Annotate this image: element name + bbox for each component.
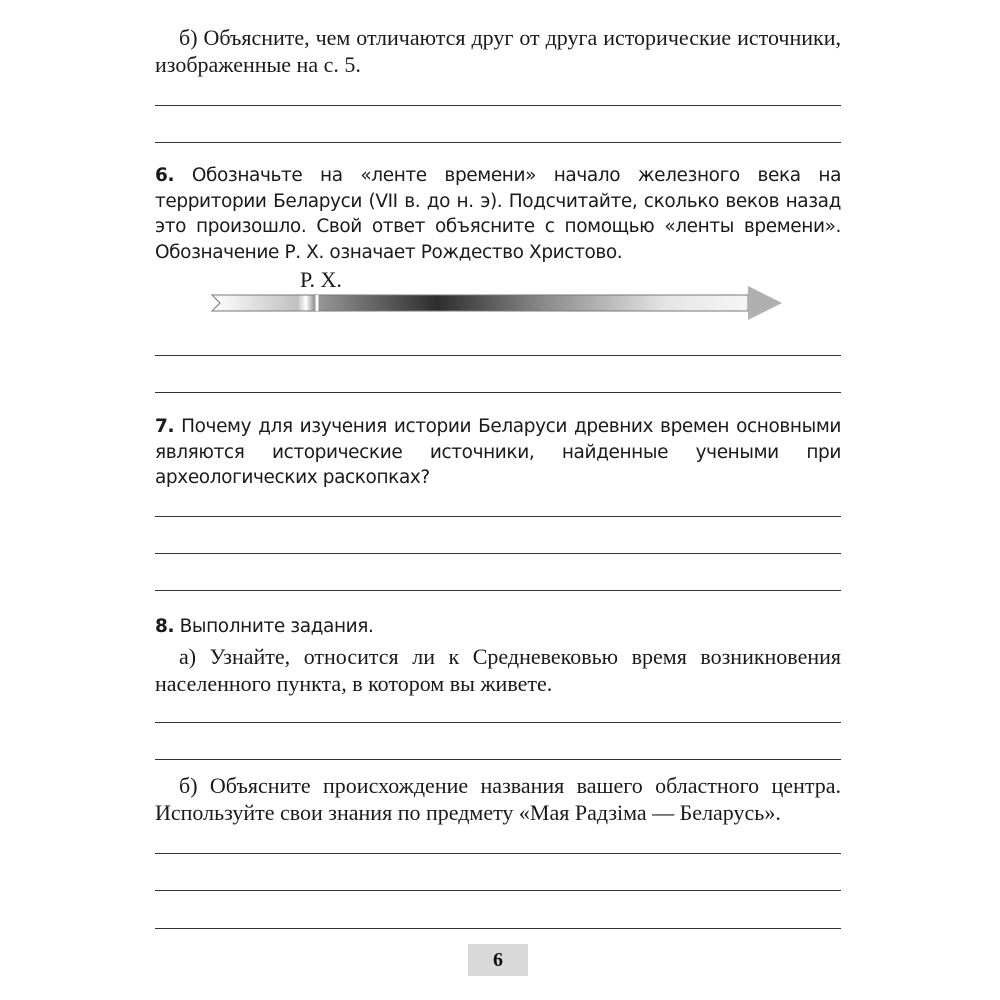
answer-line[interactable]	[155, 890, 841, 891]
answer-line[interactable]	[155, 516, 841, 517]
task-number: 7.	[155, 416, 175, 437]
answer-line[interactable]	[155, 590, 841, 591]
answer-line[interactable]	[155, 105, 841, 106]
answer-line[interactable]	[155, 355, 841, 356]
answer-line[interactable]	[155, 142, 841, 143]
task-number: 6.	[155, 165, 175, 186]
answer-line[interactable]	[155, 759, 841, 760]
answer-line[interactable]	[155, 928, 841, 929]
arrow-head-icon	[748, 286, 782, 320]
answer-line[interactable]	[155, 853, 841, 854]
timeline-rx-label: Р. Х.	[300, 267, 342, 292]
task5b-text: б) Объясните, чем отличаются друг от друга исторические источники, изображенные на с. 5.	[155, 25, 841, 77]
timeline-arrow[interactable]	[210, 284, 790, 322]
task-number: 8.	[155, 616, 175, 637]
answer-line[interactable]	[155, 392, 841, 393]
task7-text: 7. Почему для изучения истории Беларуси древних времен основными являются исторические источники, найденные учеными при археологических раскопках?	[155, 416, 841, 488]
task8-intro: 8. Выполните задания.	[155, 616, 374, 637]
task8a-text: а) Узнайте, относится ли к Средневековью время возникновения населенного пункта, в котором вы живете.	[155, 644, 841, 696]
page-number: 6	[468, 944, 528, 976]
task6-text: 6. Обозначьте на «ленте времени» начало железного века на территории Беларуси (VII в. до н. э). Подсчитайте, сколько веков назад это произошло. Свой ответ объясните с помощью «ленты времени». Обозначение Р. Х. означает Рождество Христово.	[155, 165, 842, 263]
task8b-text: б) Объясните происхождение названия вашего областного центра. Используйте свои знания по предмету «Мая Радзіма — Беларусь».	[155, 773, 841, 825]
answer-line[interactable]	[155, 722, 841, 723]
answer-line[interactable]	[155, 553, 841, 554]
